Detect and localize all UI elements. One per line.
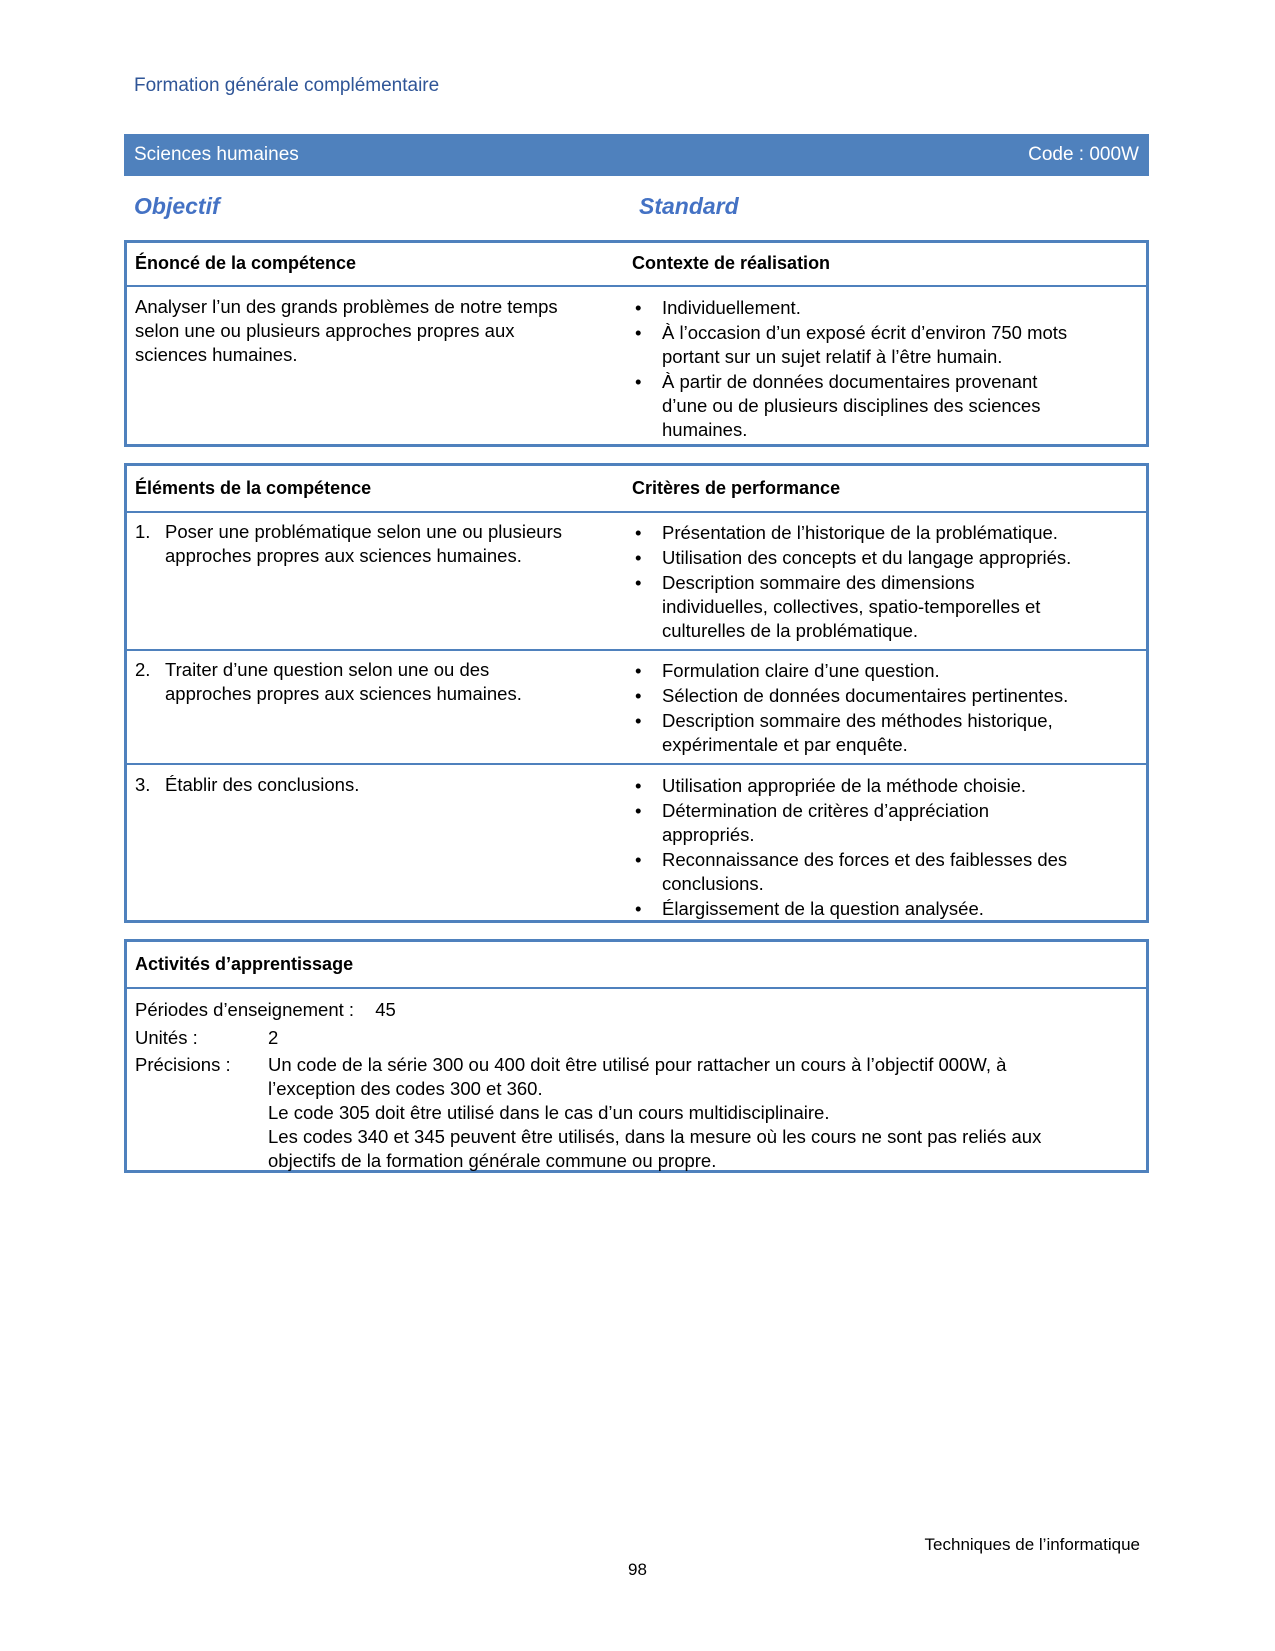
criteria-list <box>632 521 1132 644</box>
competence-body-row <box>127 287 1146 446</box>
enonce-line: selon une ou plusieurs approches propres aux <box>135 320 515 341</box>
precisions-line: l’exception des codes 300 et 360. <box>268 1078 543 1099</box>
contexte-header: Contexte de réalisation <box>632 253 831 273</box>
criteria-list <box>632 659 1132 758</box>
element-text <box>135 773 650 797</box>
criterion-item <box>632 848 1132 896</box>
activites-header-row <box>127 942 1146 989</box>
criteres-header: Critères de performance <box>632 478 841 498</box>
activites-header: Activités d’apprentissage <box>135 954 354 974</box>
element-line: Établir des conclusions. <box>165 774 360 795</box>
criterion-line: • Description sommaire des méthodes historique, <box>662 710 1053 731</box>
standard-heading: Standard <box>639 193 739 219</box>
criterion-item <box>632 659 1132 683</box>
footer-program: Techniques de l’informatique <box>924 1535 1140 1554</box>
criterion-line: culturelles de la problématique. <box>662 620 919 641</box>
criterion-line: conclusions. <box>662 873 764 894</box>
unites-value: 2 <box>268 1027 279 1048</box>
criterion-item <box>632 774 1132 798</box>
criterion-line: • Élargissement de la question analysée. <box>662 898 984 919</box>
element-number: 3. <box>135 774 151 795</box>
criterion-item <box>632 521 1132 545</box>
contexte-line: d’une ou de plusieurs disciplines des sciences <box>662 395 1041 416</box>
criterion-line: expérimentale et par enquête. <box>662 734 908 755</box>
contexte-line: • À l’occasion d’un exposé écrit d’environ 750 mots <box>662 322 1068 343</box>
criterion-line: appropriés. <box>662 824 755 845</box>
criterion-line: individuelles, collectives, spatio-temporelles et <box>662 596 1041 617</box>
elements-header: Éléments de la compétence <box>135 478 372 498</box>
enonce-line: Analyser l’un des grands problèmes de notre temps <box>135 296 558 317</box>
precisions-line: Le code 305 doit être utilisé dans le cas d’un cours multidisciplinaire. <box>268 1102 830 1123</box>
criterion-line: • Détermination de critères d’appréciation <box>662 800 990 821</box>
criterion-item <box>632 546 1132 570</box>
contexte-line: humaines. <box>662 419 748 440</box>
contexte-line: portant sur un sujet relatif à l’être humain. <box>662 346 1003 367</box>
contexte-item <box>632 370 1132 442</box>
element-row-3 <box>127 765 1146 920</box>
precisions-text <box>268 1053 1148 1173</box>
contexte-line: • Individuellement. <box>662 297 801 318</box>
course-code: Code : 000W <box>1028 144 1139 165</box>
running-head: Formation générale complémentaire <box>134 75 440 96</box>
precisions-line: Les codes 340 et 345 peuvent être utilisés, dans la mesure où les cours ne sont pas reliés aux <box>268 1126 1042 1147</box>
periodes-value: 45 <box>375 999 396 1020</box>
unites-label: Unités : <box>135 1027 198 1048</box>
course-title: Sciences humaines <box>134 144 299 165</box>
element-row-1 <box>127 513 1146 651</box>
objectif-heading: Objectif <box>134 193 220 219</box>
criterion-line: • Présentation de l’historique de la problématique. <box>662 522 1058 543</box>
element-text <box>135 520 650 568</box>
criterion-item <box>632 897 1132 921</box>
element-number: 1. <box>135 521 151 542</box>
elements-table <box>124 463 1149 923</box>
course-banner <box>124 134 1149 176</box>
element-number: 2. <box>135 659 151 680</box>
element-text <box>135 658 650 706</box>
competence-table <box>124 240 1149 447</box>
element-line: Poser une problématique selon une ou plusieurs <box>165 521 562 542</box>
element-line: approches propres aux sciences humaines. <box>165 683 522 704</box>
competence-header-row <box>127 243 1146 287</box>
criterion-line: • Formulation claire d’une question. <box>662 660 940 681</box>
contexte-line: • À partir de données documentaires provenant <box>662 371 1038 392</box>
criterion-line: • Description sommaire des dimensions <box>662 572 975 593</box>
criterion-item <box>632 571 1132 643</box>
contexte-item <box>632 296 1132 320</box>
periodes-row <box>135 998 396 1022</box>
element-row-2 <box>127 651 1146 765</box>
criterion-line: • Utilisation appropriée de la méthode choisie. <box>662 775 1027 796</box>
criteria-list <box>632 774 1132 922</box>
criterion-item <box>632 709 1132 757</box>
enonce-header: Énoncé de la compétence <box>135 253 357 273</box>
enonce-line: sciences humaines. <box>135 344 298 365</box>
criterion-line: • Reconnaissance des forces et des faiblesses des <box>662 849 1068 870</box>
criterion-item <box>632 684 1132 708</box>
criterion-line: • Utilisation des concepts et du langage appropriés. <box>662 547 1072 568</box>
contexte-item <box>632 321 1132 369</box>
periodes-label: Périodes d’enseignement : <box>135 999 355 1020</box>
element-line: approches propres aux sciences humaines. <box>165 545 522 566</box>
unites-row <box>135 1026 278 1050</box>
contexte-list <box>632 296 1132 443</box>
page-number: 98 <box>628 1560 647 1579</box>
elements-header-row <box>127 466 1146 513</box>
element-line: Traiter d’une question selon une ou des <box>165 659 490 680</box>
criterion-line: • Sélection de données documentaires pertinentes. <box>662 685 1069 706</box>
precisions-label: Précisions : <box>135 1054 231 1075</box>
activites-table <box>124 939 1149 1173</box>
criterion-item <box>632 799 1132 847</box>
precisions-line: Un code de la série 300 ou 400 doit être utilisé pour rattacher un cours à l’objectif 000W, à <box>268 1054 1007 1075</box>
precisions-line: objectifs de la formation générale commune ou propre. <box>268 1150 717 1171</box>
enonce-text <box>135 295 620 367</box>
